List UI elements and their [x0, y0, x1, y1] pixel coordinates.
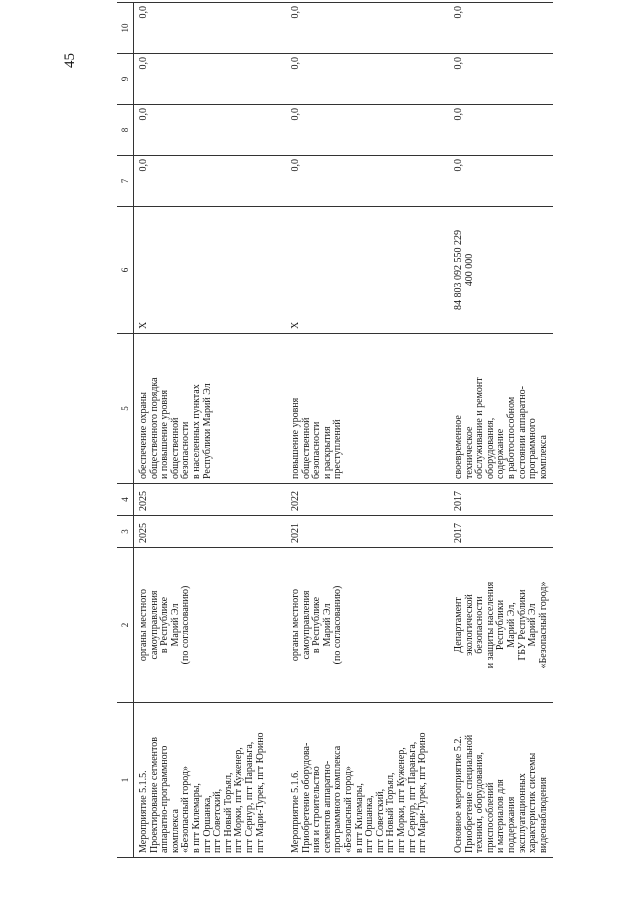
cell-line: оборудования,	[484, 417, 496, 479]
column-header: 5	[117, 334, 134, 484]
end-year-cell: 2025	[134, 484, 287, 516]
column-header: 6	[117, 207, 134, 334]
start-year-cell: 2025	[134, 516, 287, 548]
cell-line: пгт Новый Торъял,	[222, 772, 234, 853]
cell-line: пгт Оршанка,	[201, 795, 213, 853]
cell-line: видеонаблюдения	[537, 776, 549, 853]
column-header: 3	[117, 516, 134, 548]
start-year-cell: 2017	[449, 516, 553, 548]
cell-line: «Безопасный город»	[537, 581, 549, 669]
cell-line: в пгт Килемары,	[190, 783, 202, 853]
cell-line: поддержания	[505, 796, 517, 853]
start-year-cell: 2021	[286, 516, 449, 548]
cell-line: Республики Марий Эл	[201, 383, 213, 479]
activity-cell	[134, 703, 287, 858]
cell-line: пгт Морки, пгт Куженер,	[395, 747, 407, 853]
cell-line: общественного порядка	[148, 377, 160, 479]
cell-line: (по согласованию)	[180, 585, 192, 665]
cell-line: эксплуатационных	[516, 773, 528, 853]
column-header: 9	[117, 54, 134, 105]
end-year-cell: 2022	[286, 484, 449, 516]
page-number: 45	[62, 53, 78, 68]
cell-line: состоянии аппаратно-	[516, 385, 528, 479]
cell-line: X	[290, 321, 301, 329]
cell-line: 400 000	[463, 253, 475, 287]
cell-line: Марий Эл,	[505, 602, 517, 648]
value-cell: 0,0	[449, 54, 553, 105]
cell-line: в работоспособном	[505, 396, 517, 479]
executor-cell	[449, 548, 553, 703]
cell-line: органы местного	[290, 588, 301, 662]
cell-line: пгт Оршанка,	[364, 795, 376, 853]
value-cell: 0,0	[286, 54, 449, 105]
cell-line: органы местного	[138, 588, 149, 662]
cell-line: пгт Советский,	[374, 788, 386, 853]
cell-line: пгт Советский,	[212, 788, 224, 853]
executor-cell	[286, 548, 449, 703]
cell-line: обслуживание и ремонт	[474, 377, 486, 479]
cell-line: безопасности	[474, 596, 486, 654]
value-cell: 0,0	[286, 3, 449, 54]
value-cell: 0,0	[286, 156, 449, 207]
cell-line: Проектирование сегментов	[148, 737, 160, 853]
cell-line: содержание	[495, 428, 507, 479]
value-cell: 0,0	[449, 3, 553, 54]
cell-line: Марий Эл	[169, 603, 181, 647]
cell-line: общественной	[300, 417, 312, 479]
end-year-cell: 2017	[449, 484, 553, 516]
cell-line: и повышение уровня	[159, 389, 171, 479]
value-cell: 0,0	[134, 156, 287, 207]
cell-line: Республики	[495, 599, 507, 651]
program-activities-table	[117, 2, 553, 858]
result-cell	[449, 334, 553, 484]
cell-line: «Безопасный город»	[180, 766, 192, 853]
cell-line: безопасности	[311, 421, 323, 479]
cell-line: программного	[527, 418, 539, 479]
activity-cell	[449, 703, 553, 858]
result-cell	[134, 334, 287, 484]
cell-line: и материалов для	[495, 779, 507, 853]
cell-line: Мероприятие 5.1.5.	[138, 770, 149, 853]
cell-line: X	[138, 321, 149, 329]
activity-cell	[286, 703, 449, 858]
value-cell: 0,0	[134, 3, 287, 54]
table-row	[449, 3, 553, 858]
cell-line: характеристик системы	[527, 752, 539, 853]
cell-line: пгт Морки, пгт Куженер,	[233, 747, 245, 853]
value-cell: 0,0	[134, 54, 287, 105]
cell-line: «Безопасный город»	[342, 766, 354, 853]
column-header: 8	[117, 105, 134, 156]
column-number-row	[117, 3, 134, 858]
value-cell: 0,0	[449, 156, 553, 207]
budget-code-cell	[449, 207, 553, 334]
value-cell: 0,0	[286, 105, 449, 156]
cell-line: приспособлений	[484, 782, 496, 853]
value-cell: 0,0	[134, 105, 287, 156]
cell-line: Основное мероприятие 5.2.	[453, 736, 464, 853]
cell-line: общественной	[169, 417, 181, 479]
cell-line: безопасности	[180, 421, 192, 479]
cell-line: аппаратно-программного	[159, 745, 171, 853]
column-header: 2	[117, 548, 134, 703]
cell-line: экологической	[463, 594, 475, 656]
cell-line: техническое	[463, 426, 475, 479]
cell-line: обеспечение охраны	[138, 392, 149, 479]
result-cell	[286, 334, 449, 484]
cell-line: (по согласованию)	[332, 585, 344, 665]
cell-line: в Республике	[311, 596, 323, 654]
cell-line: пгт Сернур, пгт Параньга,	[406, 741, 418, 853]
column-header: 7	[117, 156, 134, 207]
column-header: 10	[117, 3, 134, 54]
cell-line: и защиты населения	[484, 581, 496, 669]
cell-line: комплекса	[537, 435, 549, 479]
cell-line: Мероприятие 5.1.6.	[290, 770, 301, 853]
cell-line: комплекса	[169, 809, 181, 853]
cell-line: техники, оборудования,	[474, 752, 486, 853]
cell-line: 84 803 092 550 229	[453, 230, 464, 310]
column-header: 4	[117, 484, 134, 516]
table-row	[286, 3, 449, 858]
cell-line: и раскрытия	[321, 426, 333, 479]
executor-cell	[134, 548, 287, 703]
cell-line: сегментов аппаратно-	[321, 760, 333, 853]
cell-line: Марий Эл	[321, 603, 333, 647]
cell-line: в населенных пунктах	[190, 384, 202, 479]
table-row	[134, 3, 287, 858]
cell-line: Марий Эл	[527, 603, 539, 647]
cell-line: пгт Новый Торъял,	[385, 772, 397, 853]
cell-line: своевременное	[453, 415, 464, 479]
cell-line: преступлений	[332, 419, 344, 479]
cell-line: Приобретение оборудова-	[300, 742, 312, 853]
rotated-table-container	[117, 3, 549, 858]
cell-line: самоуправления	[148, 590, 160, 660]
value-cell: 0,0	[449, 105, 553, 156]
cell-line: Приобретение специальной	[463, 734, 475, 853]
cell-line: Департамент	[453, 597, 464, 653]
cell-line: пгт Мари-Турек, пгт Юрино	[254, 732, 266, 853]
budget-code-cell	[286, 207, 449, 334]
cell-line: ния и строительство	[311, 766, 323, 853]
cell-line: в пгт Килемары,	[353, 783, 365, 853]
cell-line: программного комплекса	[332, 745, 344, 853]
cell-line: пгт Мари-Турек, пгт Юрино	[417, 732, 429, 853]
column-header: 1	[117, 703, 134, 858]
cell-line: самоуправления	[300, 590, 312, 660]
cell-line: пгт Сернур, пгт Параньга,	[243, 741, 255, 853]
cell-line: ГБУ Республики	[516, 589, 528, 661]
cell-line: в Республике	[159, 596, 171, 654]
budget-code-cell	[134, 207, 287, 334]
cell-line: повышение уровня	[290, 397, 301, 479]
